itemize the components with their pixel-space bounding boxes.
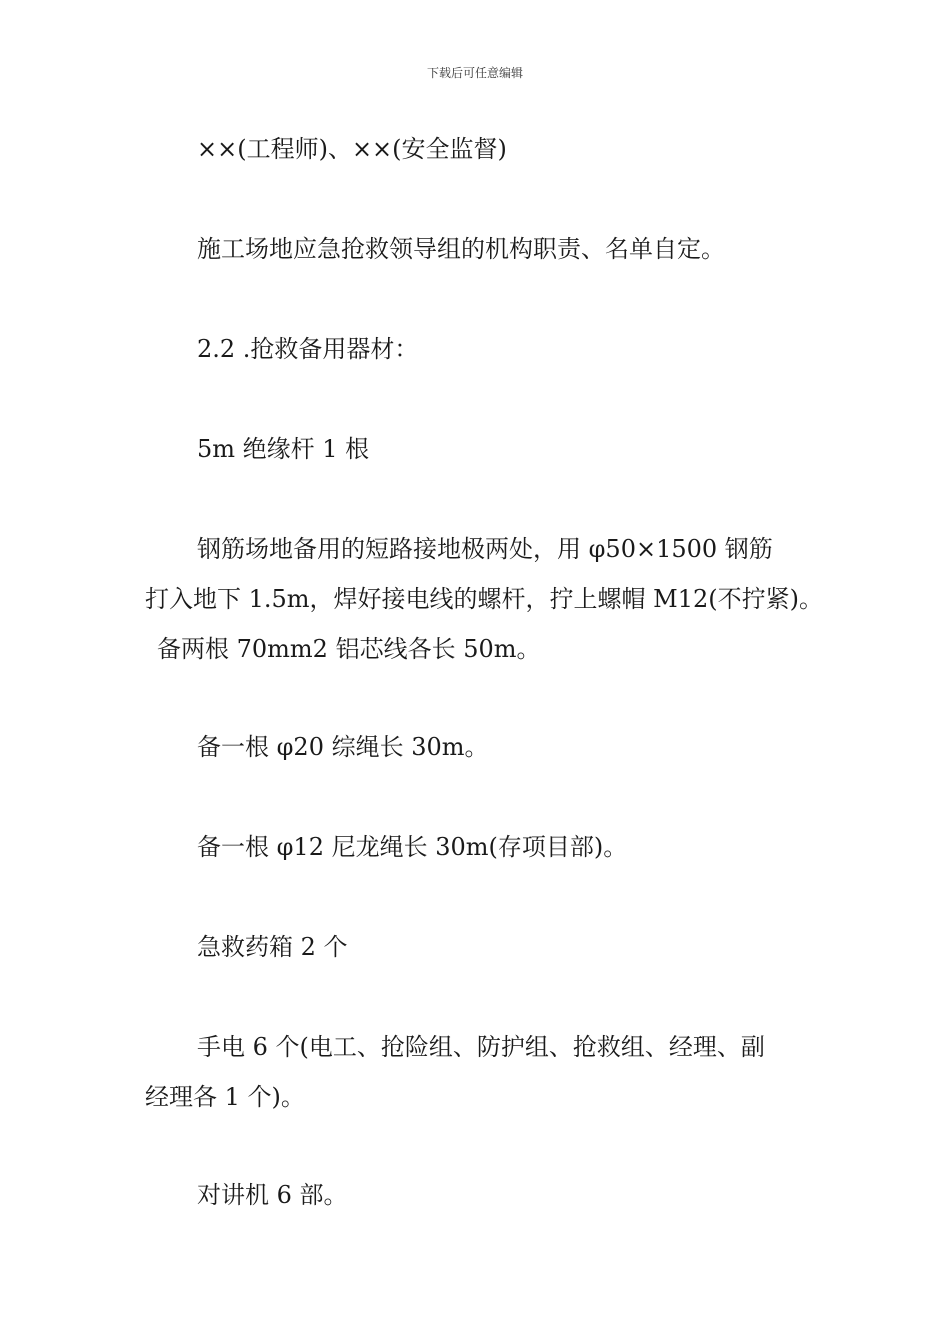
paragraph-leadership: 施工场地应急抢救领导组的机构职责、名单自定。 [197,235,725,263]
page-header: 下载后可任意编辑 [426,66,523,80]
item-grounding-line-2: 打入地下 1.5m，焊好接电线的螺杆，拧上螺帽 M12(不拧紧)。 [145,585,824,613]
item-grounding-line-1: 钢筋场地备用的短路接地极两处，用 φ50×1500 钢筋 [197,535,773,563]
item-grounding-line-3: 备两根 70mm2 铝芯线各长 50m。 [157,635,541,663]
item-first-aid-kit: 急救药箱 2 个 [197,933,348,961]
item-insulating-rod: 5m 绝缘杆 1 根 [197,435,370,463]
item-nylon-rope-12: 备一根 φ12 尼龙绳长 30m(存项目部)。 [197,833,628,861]
item-walkie-talkie: 对讲机 6 部。 [197,1181,348,1209]
item-flashlight-line-1: 手电 6 个(电工、抢险组、防护组、抢救组、经理、副 [197,1033,765,1061]
item-rope-20: 备一根 φ20 综绳长 30m。 [197,733,489,761]
section-heading-equipment: 2.2 .抢救备用器材： [197,335,419,363]
item-flashlight-line-2: 经理各 1 个)。 [145,1083,305,1111]
paragraph-staff: ××(工程师)、××(安全监督) [197,135,507,163]
